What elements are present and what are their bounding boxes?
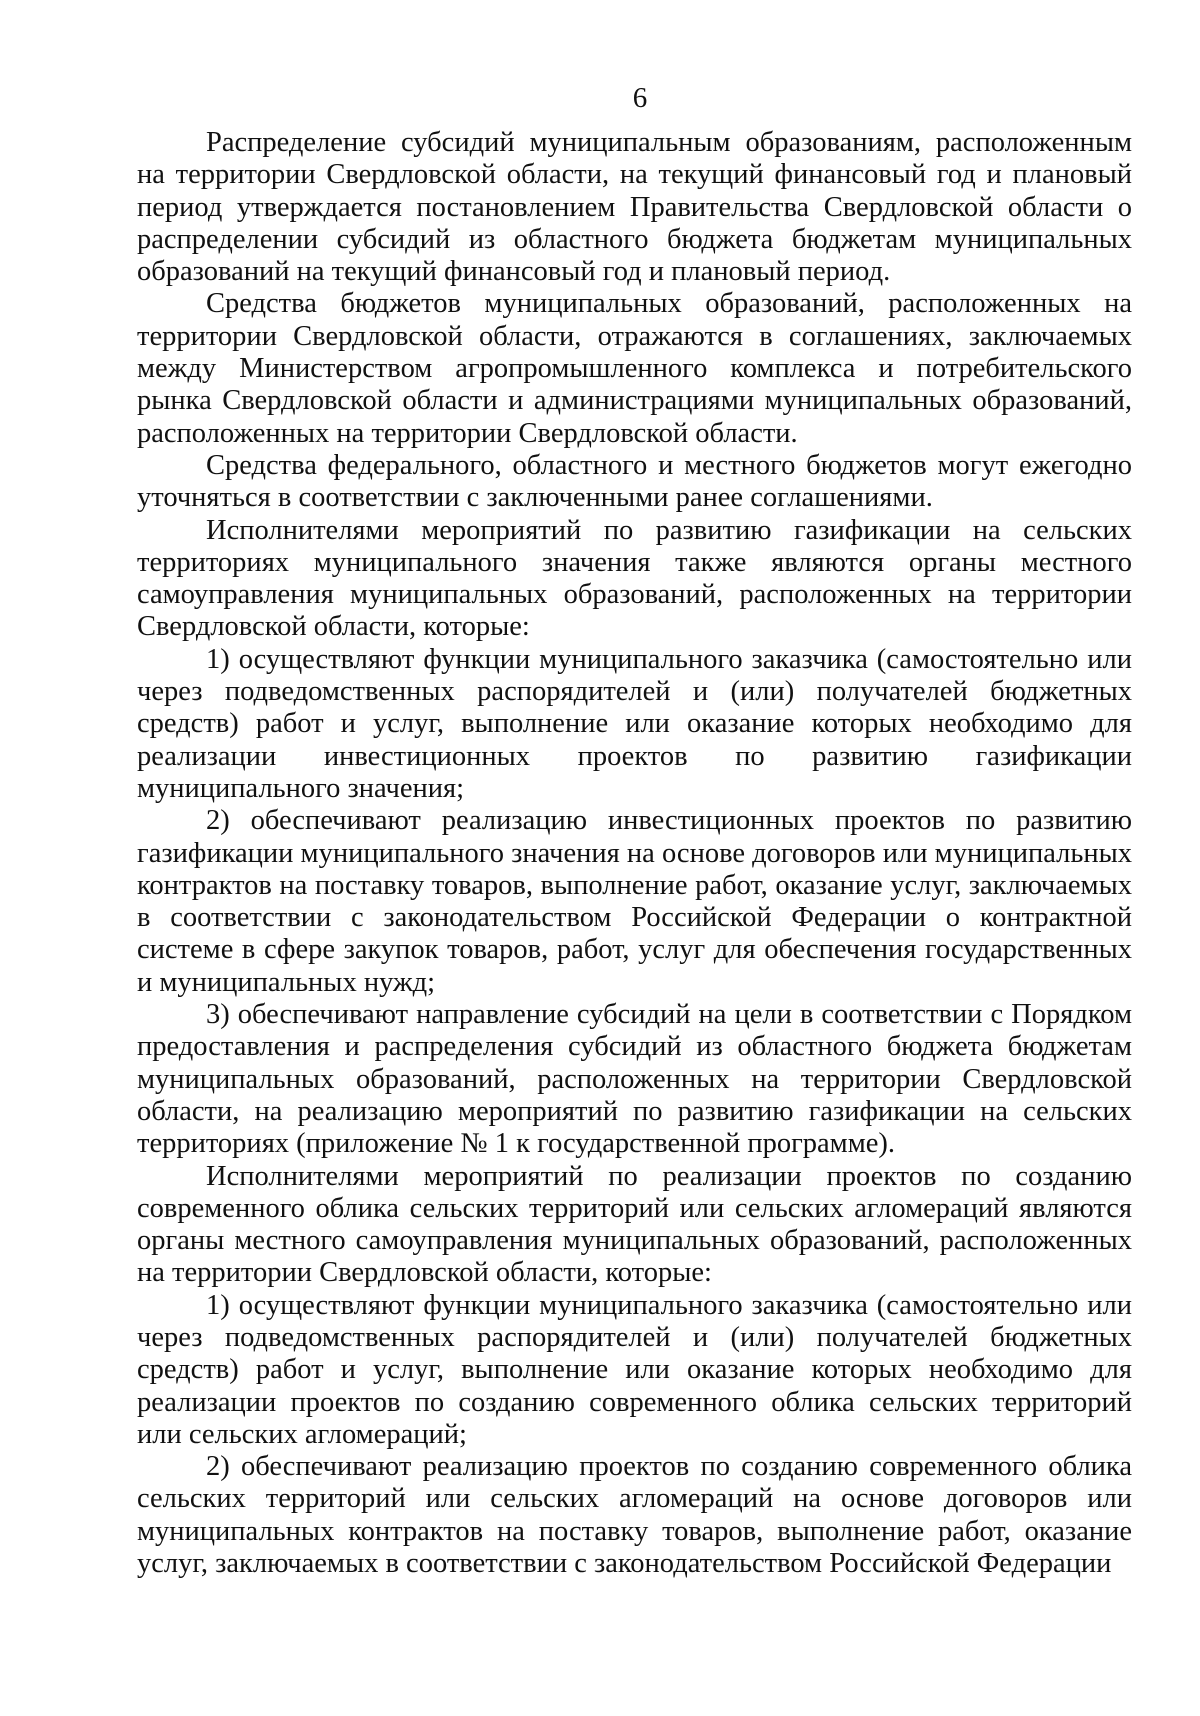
paragraph-subsidy-distribution: Распределение субсидий муниципальным образованиям, расположенным на территории Свердловской области, на текущий финансовый год и плановый период утверждается постановлением Правительства Свердловской области о распределении субсидий из областного бюджета бюджетам муниципальных образований на текущий финансовый год и плановый период. xyxy=(137,127,1132,288)
list-item-gasification-1: 1) осуществляют функции муниципального заказчика (самостоятельно или через подведомственных распорядителей и (или) получателей бюджетных средств) работ и услуг, выполнение или оказание которых необходимо для реализации инвестиционных проектов по развитию газификации муниципального значения; xyxy=(137,643,1132,804)
paragraph-municipal-budget-funds: Средства бюджетов муниципальных образований, расположенных на территории Свердловской области, отражаются в соглашениях, заключаемых между Министерством агропромышленного комплекса и потребительского рынка Свердловской области и администрациями муниципальных образований, расположенных на территории Свердловской области. xyxy=(137,288,1132,449)
list-item-gasification-2: 2) обеспечивают реализацию инвестиционных проектов по развитию газификации муниципального значения на основе договоров или муниципальных контрактов на поставку товаров, выполнение работ, оказание услуг, заключаемых в соответствии с законодательством Российской Федерации о контрактной системе в сфере закупок товаров, работ, услуг для обеспечения государственных и муниципальных нужд; xyxy=(137,805,1132,998)
paragraph-rural-projects-executors: Исполнителями мероприятий по реализации проектов по созданию современного облика сельских территорий или сельских агломераций являются органы местного самоуправления муниципальных образований, расположенных на территории Свердловской области, которые: xyxy=(137,1160,1132,1289)
paragraph-gasification-executors: Исполнителями мероприятий по развитию газификации на сельских территориях муниципального значения также являются органы местного самоуправления муниципальных образований, расположенных на территории Свердловской области, которые: xyxy=(137,514,1132,643)
paragraph-budget-adjustment: Средства федерального, областного и местного бюджетов могут ежегодно уточняться в соответствии с заключенными ранее соглашениями. xyxy=(137,449,1132,514)
list-item-rural-1: 1) осуществляют функции муниципального заказчика (самостоятельно или через подведомственных распорядителей и (или) получателей бюджетных средств) работ и услуг, выполнение или оказание которых необходимо для реализации проектов по созданию современного облика сельских территорий или сельских агломераций; xyxy=(137,1289,1132,1450)
document-body xyxy=(137,127,1132,1580)
list-item-rural-2: 2) обеспечивают реализацию проектов по созданию современного облика сельских территорий или сельских агломераций на основе договоров или муниципальных контрактов на поставку товаров, выполнение работ, оказание услуг, заключаемых в соответствии с законодательством Российской Федерации xyxy=(137,1451,1132,1580)
page-number: 6 xyxy=(632,82,648,114)
list-item-gasification-3: 3) обеспечивают направление субсидий на цели в соответствии с Порядком предоставления и распределения субсидий из областного бюджета бюджетам муниципальных образований, расположенных на территории Свердловской области, на реализацию мероприятий по развитию газификации на сельских территориях (приложение № 1 к государственной программе). xyxy=(137,999,1132,1160)
